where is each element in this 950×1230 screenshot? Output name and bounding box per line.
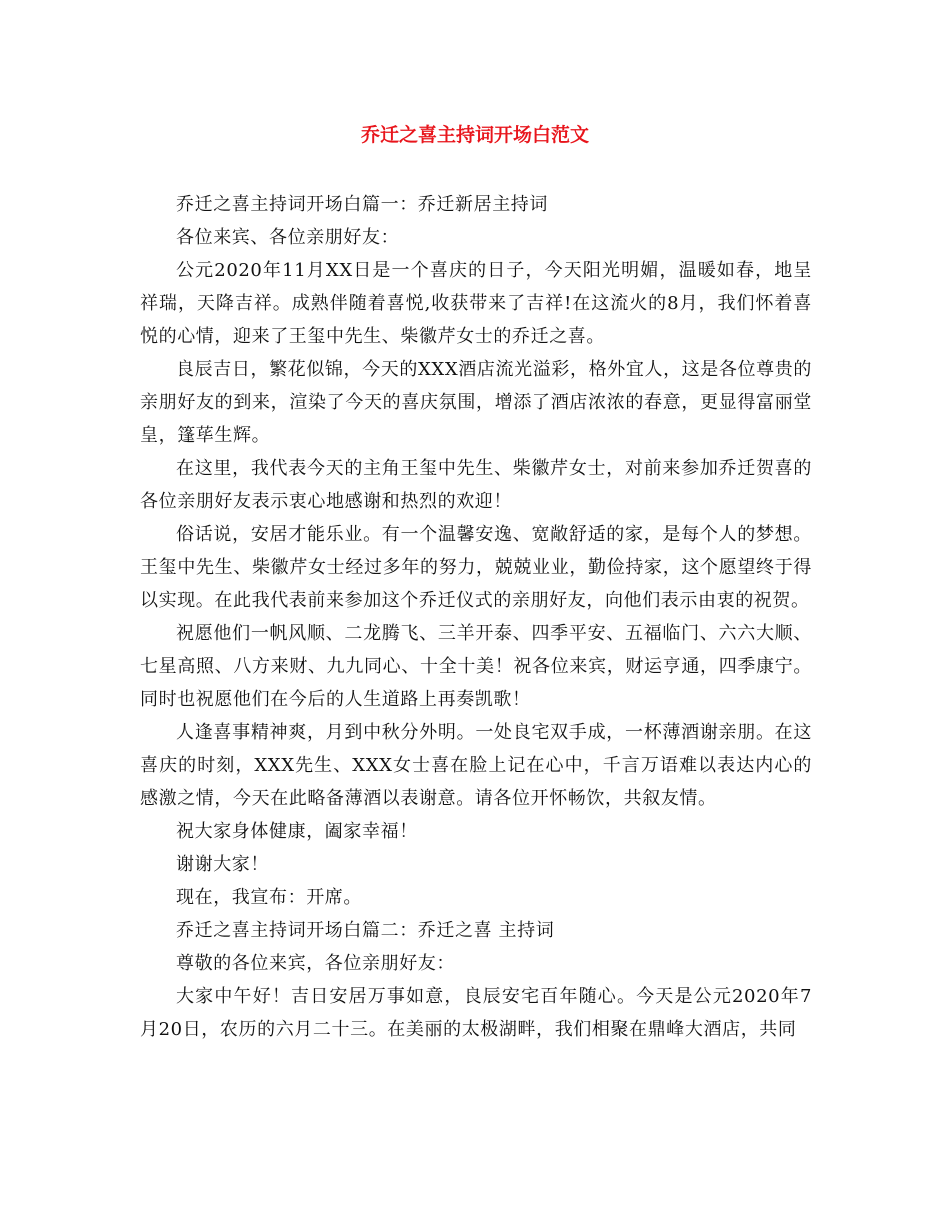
paragraph: 各位来宾、各位亲朋好友： <box>176 227 400 248</box>
paragraph: 大家中午好！吉日安居万事如意，良辰安宅百年随心。今天是公元2020年7月20日，农历的六月二十三。在美丽的太极湖畔，我们相聚在鼎峰大酒店，共同 <box>140 986 812 1040</box>
paragraph: 人逢喜事精神爽，月到中秋分外明。一处良宅双手成，一杯薄酒谢亲朋。在这喜庆的时刻，XXX先生、XXX女士喜在脸上记在心中，千言万语难以表达内心的感激之情，今天在此略备薄酒以表谢意。请各位开怀畅饮，共叙友情。 <box>140 722 812 809</box>
paragraph: 祝大家身体健康，阖家幸福！ <box>176 821 418 842</box>
paragraph: 祝愿他们一帆风顺、二龙腾飞、三羊开泰、四季平安、五福临门、六六大顺、七星高照、八方来财、九九同心、十全十美！祝各位来宾，财运亨通，四季康宁。同时也祝愿他们在今后的人生道路上再奏凯歌！ <box>140 623 812 710</box>
paragraph: 尊敬的各位来宾，各位亲朋好友： <box>176 953 455 974</box>
paragraph: 公元2020年11月XX日是一个喜庆的日子，今天阳光明媚，温暖如春，地呈祥瑞，天降吉祥。成熟伴随着喜悦,收获带来了吉祥!在这流火的8月，我们怀着喜悦的心情，迎来了王玺中先生、柴徽芹女士的乔迁之喜。 <box>140 260 812 347</box>
document-title: 乔迁之喜主持词开场白范文 <box>360 124 589 146</box>
paragraph: 良辰吉日，繁花似锦，今天的XXX酒店流光溢彩，格外宜人，这是各位尊贵的亲朋好友的到来，渲染了今天的喜庆氛围，增添了酒店浓浓的春意，更显得富丽堂皇，篷荜生辉。 <box>140 359 812 446</box>
paragraph: 谢谢大家！ <box>176 854 269 875</box>
paragraph: 俗话说，安居才能乐业。有一个温馨安逸、宽敞舒适的家，是每个人的梦想。王玺中先生、柴徽芹女士经过多年的努力，兢兢业业，勤俭持家，这个愿望终于得以实现。在此我代表前来参加这个乔迁仪式的亲朋好友，向他们表示由衷的祝贺。 <box>140 524 812 611</box>
paragraph: 乔迁之喜主持词开场白篇二：乔迁之喜 主持词 <box>176 920 555 941</box>
document-body <box>140 188 812 1046</box>
paragraph: 现在，我宣布：开席。 <box>176 887 362 908</box>
paragraph: 乔迁之喜主持词开场白篇一：乔迁新居主持词 <box>176 194 548 215</box>
paragraph: 在这里，我代表今天的主角王玺中先生、柴徽芹女士，对前来参加乔迁贺喜的各位亲朋好友表示衷心地感谢和热烈的欢迎！ <box>140 458 812 512</box>
